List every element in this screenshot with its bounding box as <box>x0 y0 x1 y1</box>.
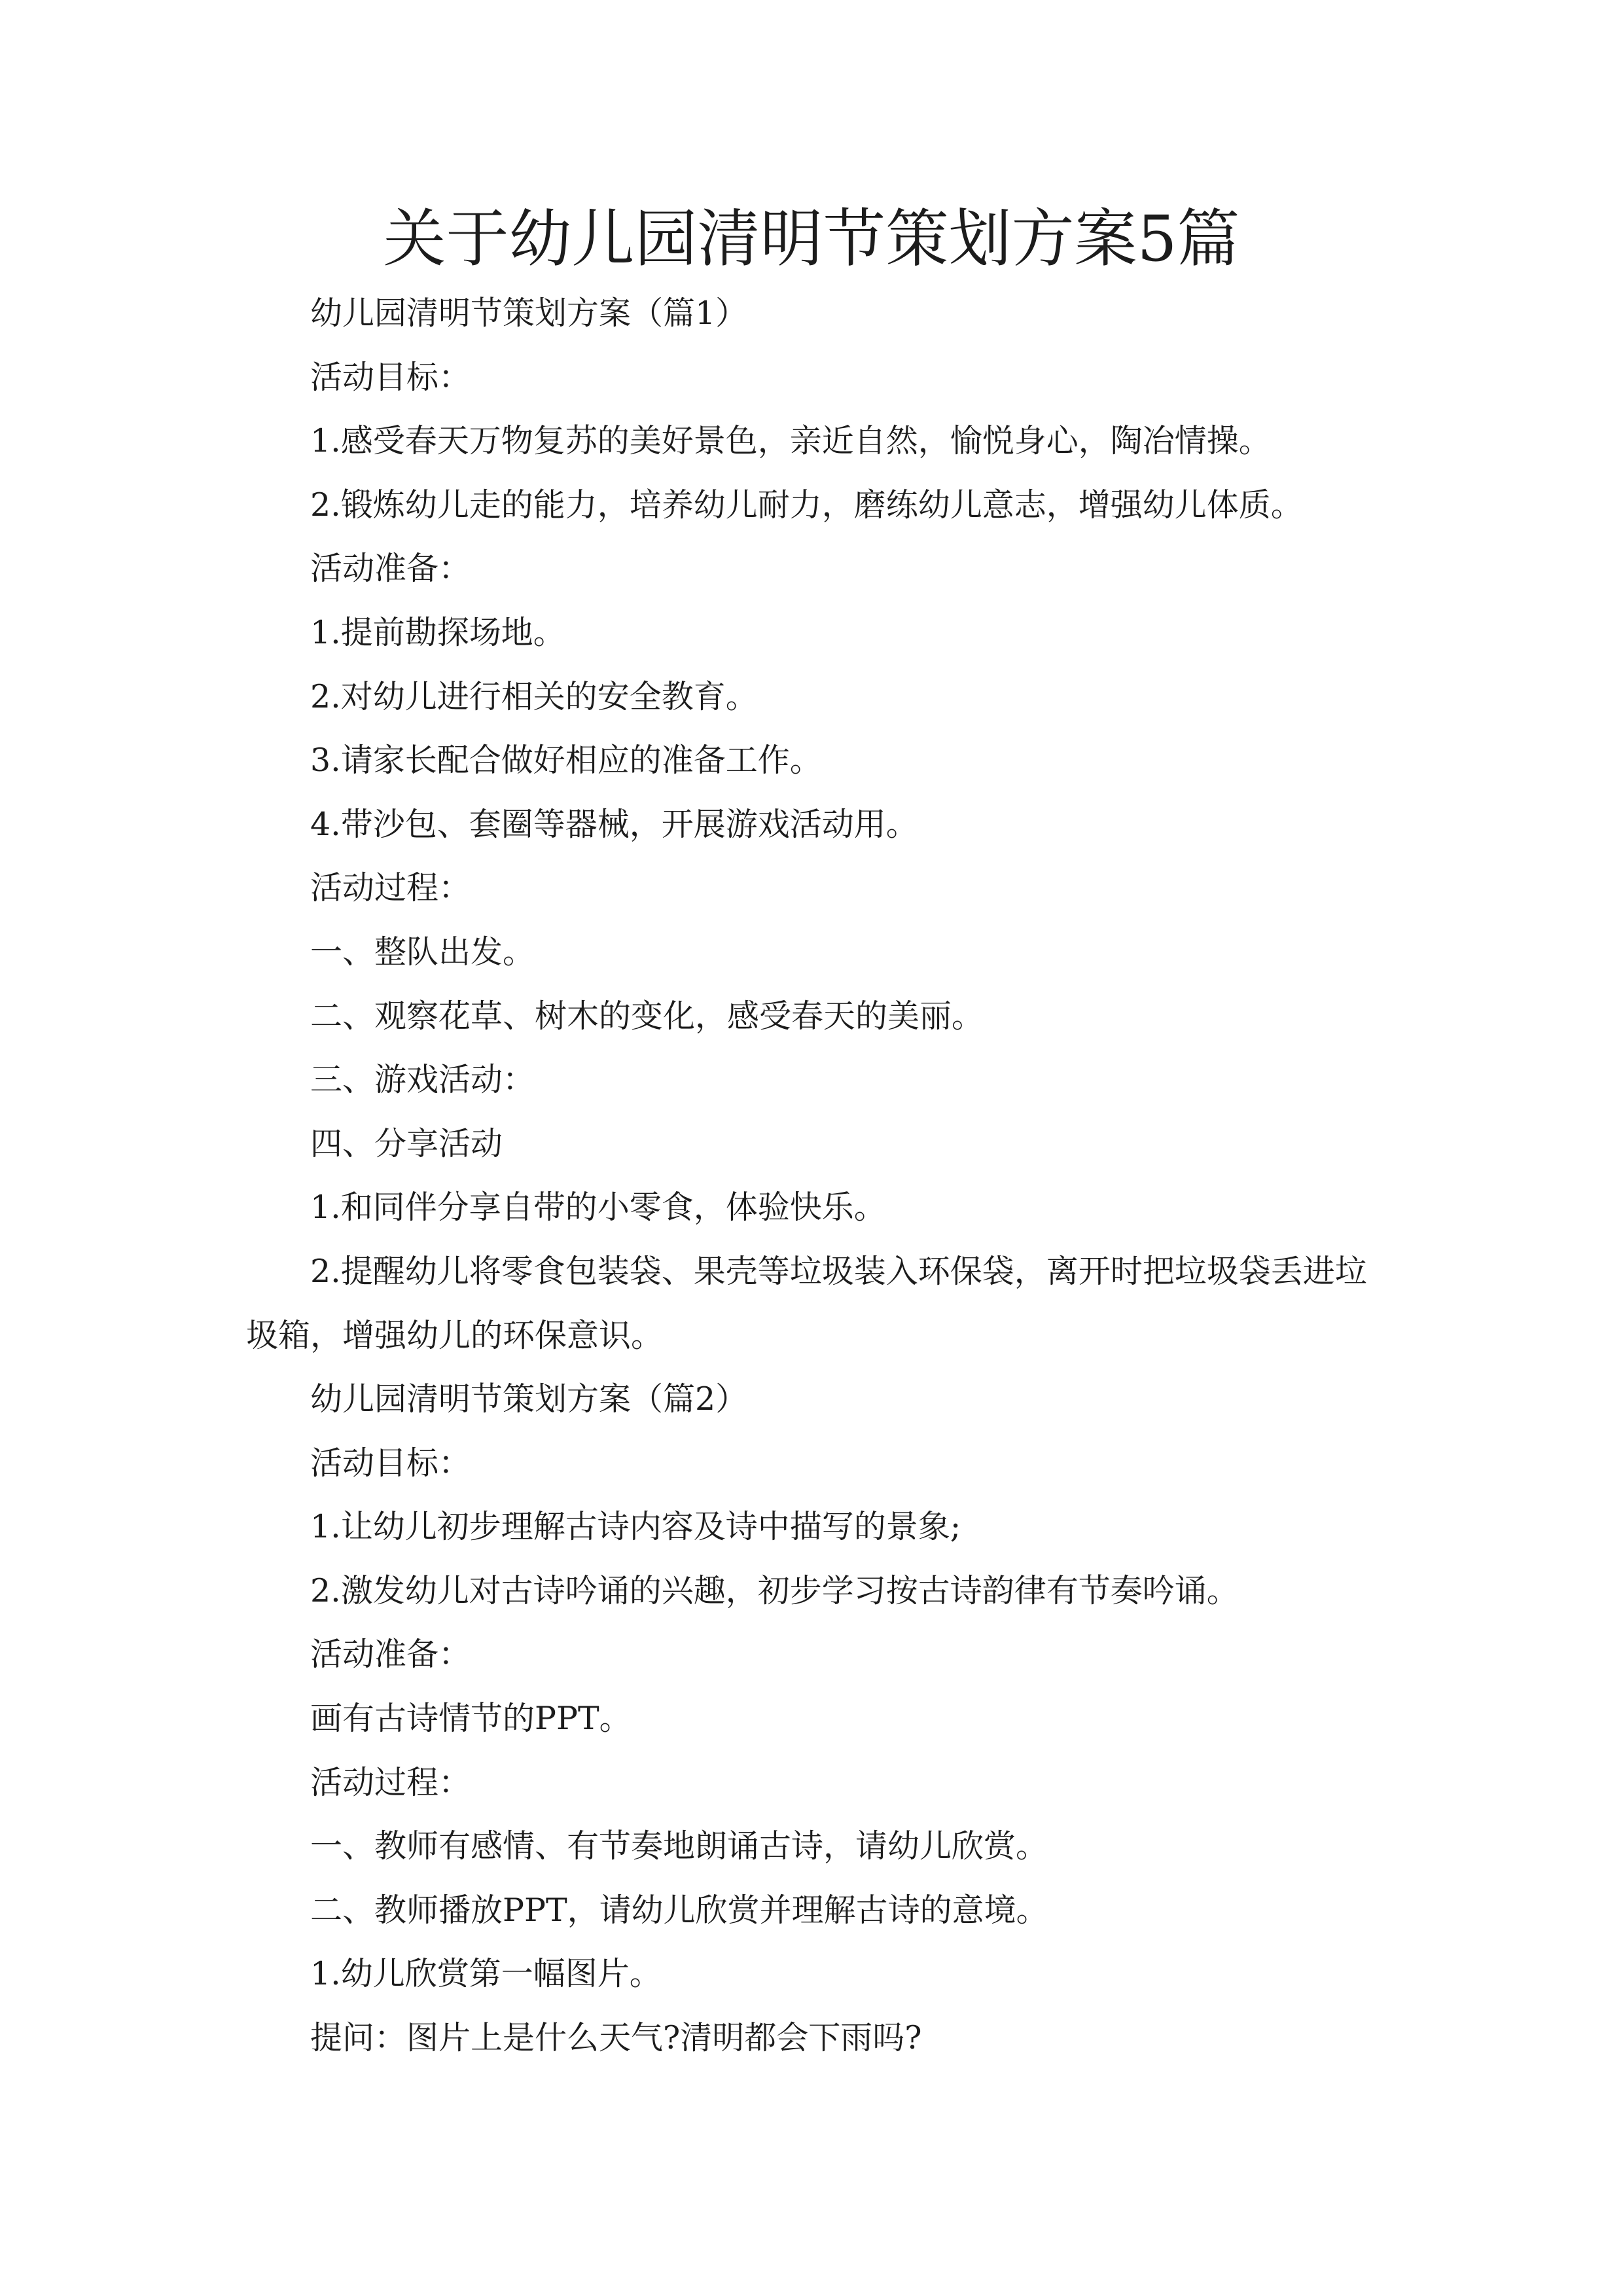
plan-2-process-item: 一、教师有感情、有节奏地朗诵古诗，请幼儿欣赏。 <box>310 1827 1048 1865</box>
plan-2-process-label: 活动过程： <box>310 1763 471 1801</box>
plan-1-process-item: 一、整队出发。 <box>310 933 535 971</box>
plan-1-prep-label: 活动准备： <box>310 550 471 588</box>
plan-1-prep-item: 1.提前勘探场地。 <box>310 613 565 651</box>
document-body <box>246 281 1385 2070</box>
plan-2-process-item: 1.幼儿欣赏第一幅图片。 <box>310 1955 662 1993</box>
plan-2-process-item: 提问：图片上是什么天气?清明都会下雨吗? <box>310 2019 922 2057</box>
plan-1-process-label: 活动过程： <box>310 869 471 907</box>
plan-1-prep-item: 4.带沙包、套圈等器械，开展游戏活动用。 <box>310 805 918 843</box>
document-title: 关于幼儿园清明节策划方案5篇 <box>383 202 1240 276</box>
plan-2-goals-label: 活动目标： <box>310 1444 471 1482</box>
plan-2-heading: 幼儿园清明节策划方案（篇2） <box>310 1380 748 1418</box>
plan-1-goal-item: 1.感受春天万物复苏的美好景色，亲近自然，愉悦身心，陶冶情操。 <box>310 422 1271 460</box>
plan-2-process-item: 二、教师播放PPT，请幼儿欣赏并理解古诗的意境。 <box>310 1891 1048 1929</box>
plan-1-process-item: 1.和同伴分享自带的小零食，体验快乐。 <box>310 1189 886 1227</box>
plan-1-process-item: 四、分享活动 <box>310 1124 503 1162</box>
plan-1-goals-label: 活动目标： <box>310 358 471 396</box>
plan-1-prep-item: 3.请家长配合做好相应的准备工作。 <box>310 742 822 780</box>
plan-1-process-item: 二、观察花草、树木的变化，感受春天的美丽。 <box>310 997 984 1035</box>
plan-1-section <box>246 281 1385 1367</box>
plan-1-prep-item: 2.对幼儿进行相关的安全教育。 <box>310 677 758 715</box>
plan-1-process-item: 2.提醒幼儿将零食包装袋、果壳等垃圾装入环保袋，离开时把垃圾袋丢进垃圾箱，增强幼儿的环保意识。 <box>246 1252 1367 1354</box>
plan-2-section <box>246 1367 1385 2070</box>
plan-2-prep-item: 画有古诗情节的PPT。 <box>310 1700 632 1738</box>
plan-1-process-item: 三、游戏活动： <box>310 1061 535 1099</box>
plan-1-heading: 幼儿园清明节策划方案（篇1） <box>310 295 748 332</box>
plan-2-goal-item: 1.让幼儿初步理解古诗内容及诗中描写的景象; <box>310 1508 961 1546</box>
plan-1-goal-item: 2.锻炼幼儿走的能力，培养幼儿耐力，磨练幼儿意志，增强幼儿体质。 <box>310 486 1303 524</box>
plan-2-goal-item: 2.激发幼儿对古诗吟诵的兴趣，初步学习按古诗韵律有节奏吟诵。 <box>310 1571 1239 1609</box>
plan-2-prep-label: 活动准备： <box>310 1636 471 1674</box>
